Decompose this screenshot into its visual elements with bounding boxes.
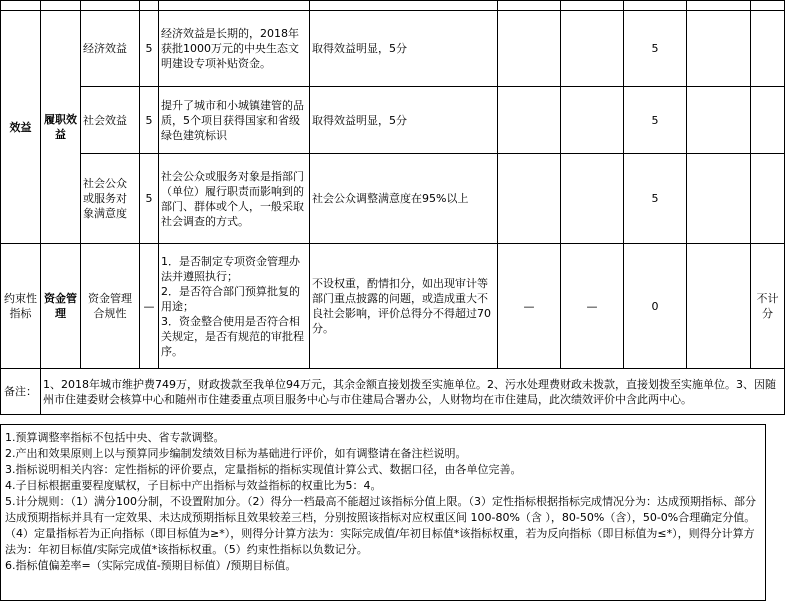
value-cell [498, 11, 561, 87]
score-cell: 5 [624, 154, 687, 244]
weight-cell: — [140, 244, 159, 369]
requirement-item: 5.计分规则：（1）满分100分制，不设置附加分。（2）得分一档最高不能超过该指标分值上限。（3）定性指标根据指标完成情况分为：达成预期指标、部分达成预期指标并具有一定效果、未达成预期指标且效果较差三档，分别按照该指标对应权重区间 100-80%（含 ），80-50%（含），50-0%合理确定分值。（4）定量指标若为正向指标（即目标值为≥*），则得分计算方法为：实际完成值/年初目标值*该指标权重，若为反向指标（即目标值为≤*），则得分计算方法为：年初目标值/实际完成值*该指标权重。（5）约束性指标以负数记分。 [5, 495, 756, 556]
value-cell [687, 244, 751, 369]
target-cell: 取得效益明显，5分 [310, 87, 498, 154]
indicator-desc: 1．是否制定专项资金管理办法并遵照执行； 2．是否符合部门预算批复的用途； 3．资金整合使用是否符合相关规定，是否有规范的审批程序。 [159, 244, 310, 369]
requirement-item: 1.预算调整率指标不包括中央、省专款调整。 [5, 431, 225, 444]
remark-cell [751, 87, 785, 154]
indicator-desc: 经济效益是长期的，2018年获批1000万元的中央生态文明建设专项补贴资金。 [159, 11, 310, 87]
value-cell [687, 87, 751, 154]
value-cell: — [561, 244, 624, 369]
value-cell [561, 154, 624, 244]
requirements-notes [0, 424, 766, 601]
table-row [1, 11, 785, 87]
weight-cell: 5 [140, 87, 159, 154]
score-cell: 5 [624, 87, 687, 154]
value-cell [561, 87, 624, 154]
target-cell: 取得效益明显，5分 [310, 11, 498, 87]
requirement-item: 2.产出和效果原则上以与预算同步编制发绩效目标为基础进行评价，如有调整请在备注栏说明。 [5, 447, 467, 460]
table-row [1, 1, 785, 11]
remark-cell [751, 11, 785, 87]
indicator-desc: 提升了城市和小城镇建管的品质，5个项目获得国家和省级绿色建筑标识 [159, 87, 310, 154]
weight-cell: 5 [140, 154, 159, 244]
remark-label: 备注： [1, 369, 41, 415]
indicator-name: 资金管理合规性 [81, 244, 140, 369]
score-cell: 0 [624, 244, 687, 369]
remark-cell: 不计分 [751, 244, 785, 369]
target-cell: 不设权重，酌情扣分，如出现审计等部门重点披露的问题，或造成重大不良社会影响，评价总得分不得超过70分。 [310, 244, 498, 369]
table-row [1, 369, 785, 415]
remark-text: 1、2018年城市维护费749万，财政拨款至我单位94万元，其余金额直接划拨至实施单位。2、污水处理费财政未拨款，直接划拨至实施单位。3、因随州市住建委财会核算中心和随州市住建委重点项目服务中心与市住建局合署办公，人财物均在市住建局，此次绩效评价中含此两中心。 [41, 369, 785, 415]
weight-cell: 5 [140, 11, 159, 87]
table-row [1, 244, 785, 369]
requirement-item: 3.指标说明相关内容：定性指标的评价要点，定量指标的指标实现值计算公式、数据口径，由各单位完善。 [5, 463, 522, 476]
requirement-item: 4.子目标根据重要程度赋权，子目标中产出指标与效益指标的权重比为5：4。 [5, 479, 382, 492]
subcategory-cell: 资金管理 [41, 244, 81, 369]
table-row [1, 154, 785, 244]
value-cell: — [498, 244, 561, 369]
value-cell [498, 87, 561, 154]
value-cell [561, 11, 624, 87]
indicator-name: 社会效益 [81, 87, 140, 154]
table-row [1, 87, 785, 154]
score-cell: 5 [624, 11, 687, 87]
requirement-item: 6.指标值偏差率=（实际完成值-预期目标值）/预期目标值。 [5, 559, 297, 572]
subcategory-cell: 履职效益 [41, 11, 81, 244]
value-cell [498, 154, 561, 244]
target-cell: 社会公众调整满意度在95%以上 [310, 154, 498, 244]
value-cell [687, 11, 751, 87]
indicator-name: 社会公众或服务对象满意度 [81, 154, 140, 244]
remark-cell [751, 154, 785, 244]
indicator-desc: 社会公众或服务对象是指部门（单位）履行职责而影响到的部门、群体或个人，一般采取社会调查的方式。 [159, 154, 310, 244]
value-cell [687, 154, 751, 244]
category-cell: 效益 [1, 11, 41, 244]
indicator-name: 经济效益 [81, 11, 140, 87]
category-cell: 约束性指标 [1, 244, 41, 369]
